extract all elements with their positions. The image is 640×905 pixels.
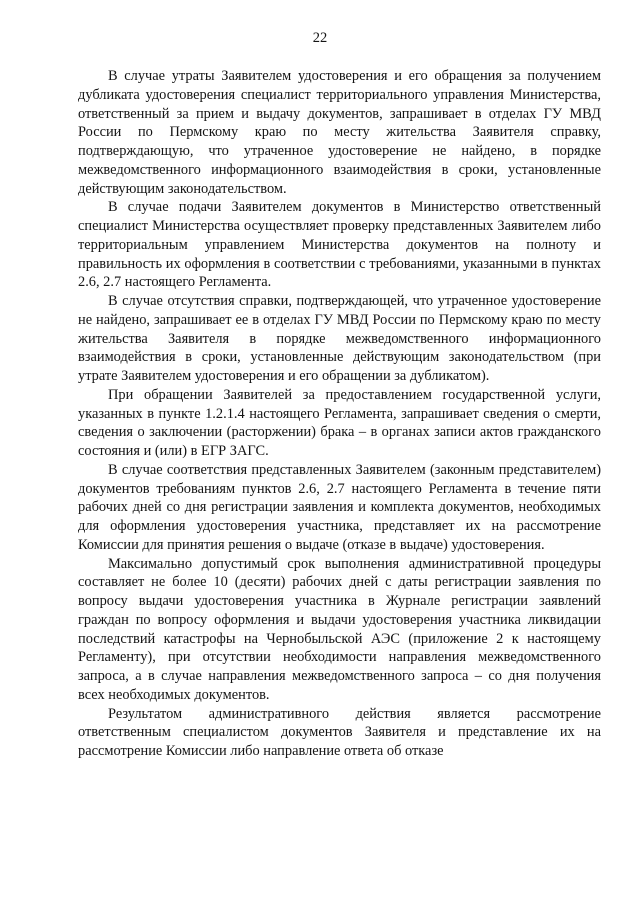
paragraph-document-check: В случае подачи Заявителем документов в Министерство ответственный специалист Министерства осуществляет проверку представленных Заявителем либо территориальным управлением Министерства документов на полноту и правильность их оформления в соответствии с требованиями, указанными в пунктах 2.6, 2.7 настоящего Регламента. <box>78 199 601 291</box>
page-number: 22 <box>312 30 328 46</box>
paragraph-result: Результатом административного действия является рассмотрение ответственным специалистом документов Заявителя и представление их на рассмотрение Комиссии либо направление ответа об отказе <box>78 705 601 759</box>
paragraph-lost-certificate: В случае утраты Заявителем удостоверения и его обращения за получением дубликата удостоверения специалист территориального управления Министерства, ответственный за прием и выдачу документов, запрашивает в отделах ГУ МВД России по Пермскому краю по месту жительства Заявителя справку, подтверждающую, что утраченное удостоверение не найдено, в порядке межведомственного информационного взаимодействия в сроки, установленные действующим законодательством. <box>78 68 601 197</box>
document-body <box>78 67 601 761</box>
paragraph-missing-certificate-request: В случае отсутствия справки, подтверждающей, что утраченное удостоверение не найдено, запрашивает ее в отделах ГУ МВД России по Пермскому краю по месту жительства Заявителя в порядке межведомственного информационного взаимодействия в сроки, установленные действующим законодательством (при утрате Заявителем удостоверения и его обращении за дубликатом). <box>78 293 601 384</box>
paragraph-commission-submission: В случае соответствия представленных Заявителем (законным представителем) документов требованиям пунктов 2.6, 2.7 настоящего Регламента в течение пяти рабочих дней со дня регистрации заявления и комплекта документов, необходимых для оформления удостоверения участника, представляет их на рассмотрение Комиссии для принятия решения о выдаче (отказе в выдаче) удостоверения. <box>78 461 601 553</box>
paragraph-civil-registry-request: При обращении Заявителей за предоставлением государственной услуги, указанных в пункте 1.2.1.4 настоящего Регламента, запрашивает сведения о смерти, сведения о заключении (расторжении) брака – в органах записи актов гражданского состояния и (или) в ЕГР ЗАГС. <box>78 386 601 459</box>
paragraph-maximum-term: Максимально допустимый срок выполнения административной процедуры составляет не более 10 (десяти) рабочих дней с даты регистрации заявления по вопросу выдачи удостоверения участника в Журнале регистрации заявлений граждан по вопросу оформления и выдачи удостоверения участника ликвидации последствий катастрофы на Чернобыльской АЭС (приложение 2 к настоящему Регламенту), при отсутствии необходимости направления межведомственного запроса, а в случае направления межведомственного запроса – со дня получения всех необходимых документов. <box>78 555 601 703</box>
